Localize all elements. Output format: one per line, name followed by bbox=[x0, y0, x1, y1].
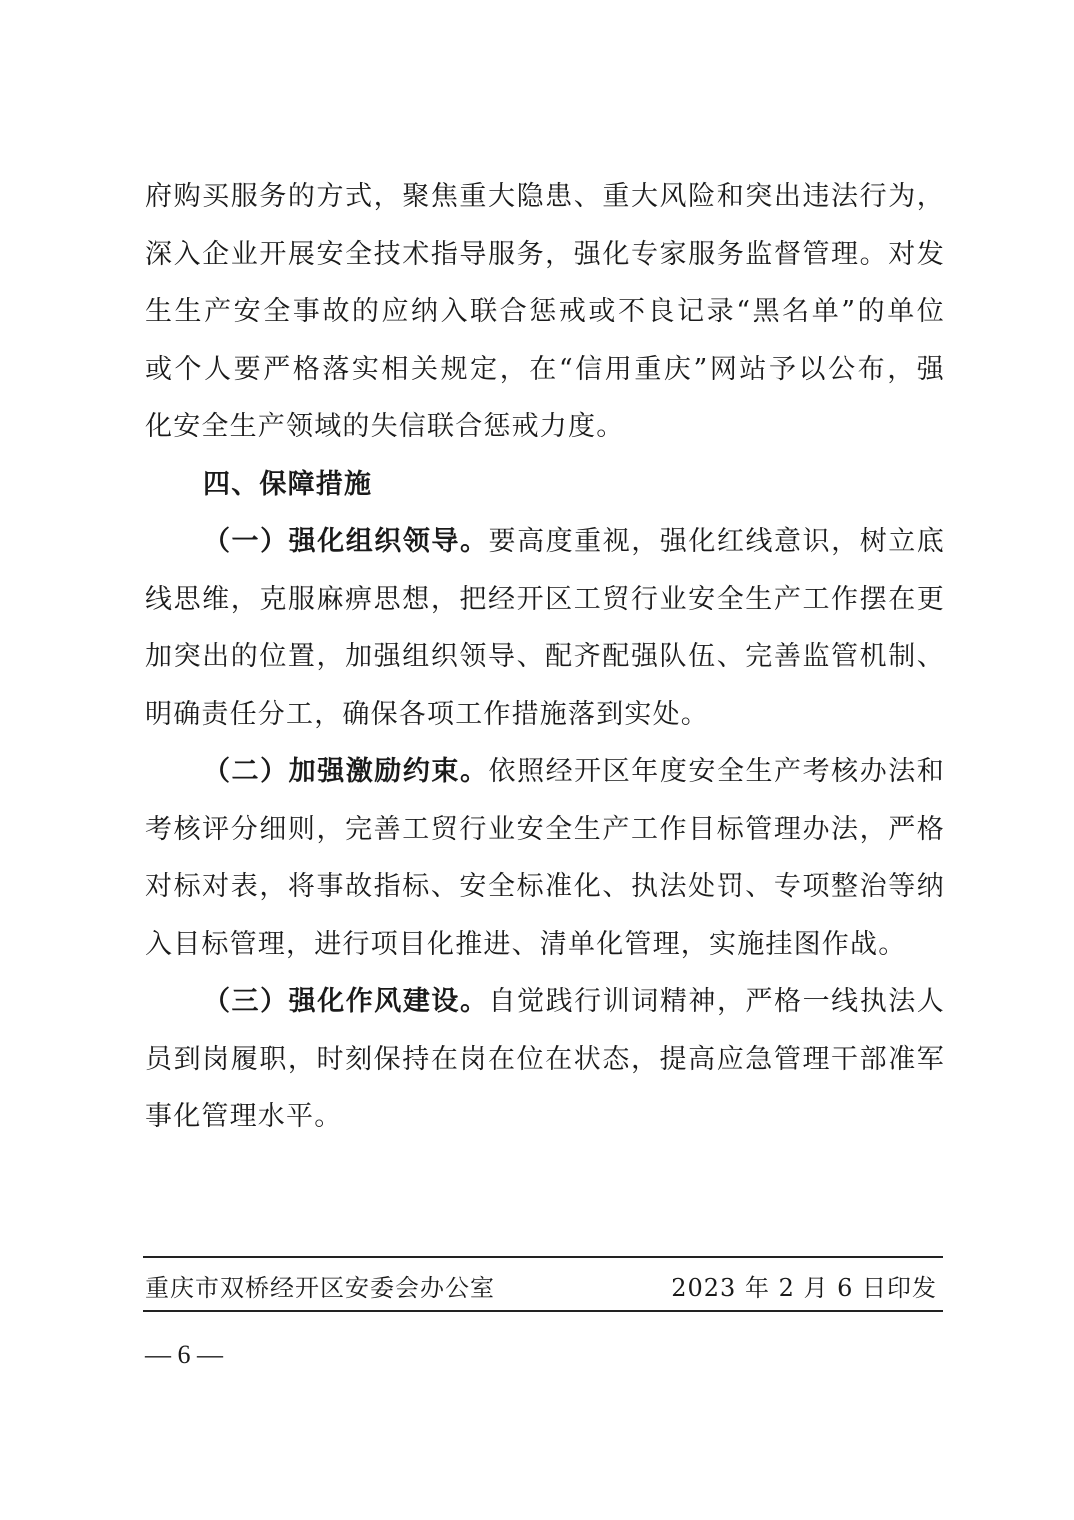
page-number: — 6 — bbox=[145, 1340, 223, 1369]
paragraph-line: 考核评分细则，完善工贸行业安全生产工作目标管理办法，严格 bbox=[145, 813, 945, 845]
subsection-text: 自觉践行训词精神，严格一线执法人 bbox=[488, 986, 946, 1017]
subsection-first-line bbox=[145, 743, 945, 801]
subsection-text: 依照经开区年度安全生产考核办法和 bbox=[488, 756, 946, 787]
issuer-name: 重庆市双桥经开区安委会办公室 bbox=[145, 1273, 495, 1302]
subsection-title: （一）强化组织领导。 bbox=[203, 526, 489, 557]
paragraph-line: 化安全生产领域的失信联合惩戒力度。 bbox=[145, 411, 625, 442]
subsection-title: （三）强化作风建设。 bbox=[203, 986, 489, 1017]
paragraph-line: 或个人要严格落实相关规定，在“信用重庆”网站予以公布，强 bbox=[145, 353, 945, 385]
subsection-text: 要高度重视，强化红线意识，树立底 bbox=[488, 526, 946, 557]
subsection-title: （二）加强激励约束。 bbox=[203, 756, 489, 787]
paragraph-line: 深入企业开展安全技术指导服务，强化专家服务监督管理。对发 bbox=[145, 238, 945, 270]
paragraph-line: 员到岗履职，时刻保持在岗在位在状态，提高应急管理干部准军 bbox=[145, 1043, 945, 1075]
subsection-first-line bbox=[145, 513, 945, 571]
section-heading: 四、保障措施 bbox=[203, 468, 373, 500]
paragraph-line: 入目标管理，进行项目化推进、清单化管理，实施挂图作战。 bbox=[145, 928, 907, 960]
paragraph-line: 生生产安全事故的应纳入联合惩戒或不良记录“黑名单”的单位 bbox=[145, 296, 945, 327]
footer-bottom-rule bbox=[143, 1310, 943, 1312]
paragraph-line: 府购买服务的方式，聚焦重大隐患、重大风险和突出违法行为， bbox=[145, 181, 945, 212]
issue-date: 2023 年 2 月 6 日印发 bbox=[671, 1273, 937, 1302]
document-body bbox=[145, 168, 945, 1146]
paragraph-line: 明确责任分工，确保各项工作措施落到实处。 bbox=[145, 698, 709, 730]
paragraph-line: 加突出的位置，加强组织领导、配齐配强队伍、完善监管机制、 bbox=[145, 641, 945, 672]
paragraph-line: 事化管理水平。 bbox=[145, 1101, 343, 1132]
footer-top-rule bbox=[143, 1256, 943, 1258]
issuance-footer bbox=[145, 1268, 937, 1302]
paragraph-line: 线思维，克服麻痹思想，把经开区工贸行业安全生产工作摆在更 bbox=[145, 583, 945, 615]
subsection-first-line bbox=[145, 973, 945, 1031]
paragraph-line: 对标对表，将事故指标、安全标准化、执法处罚、专项整治等纳 bbox=[145, 871, 945, 902]
